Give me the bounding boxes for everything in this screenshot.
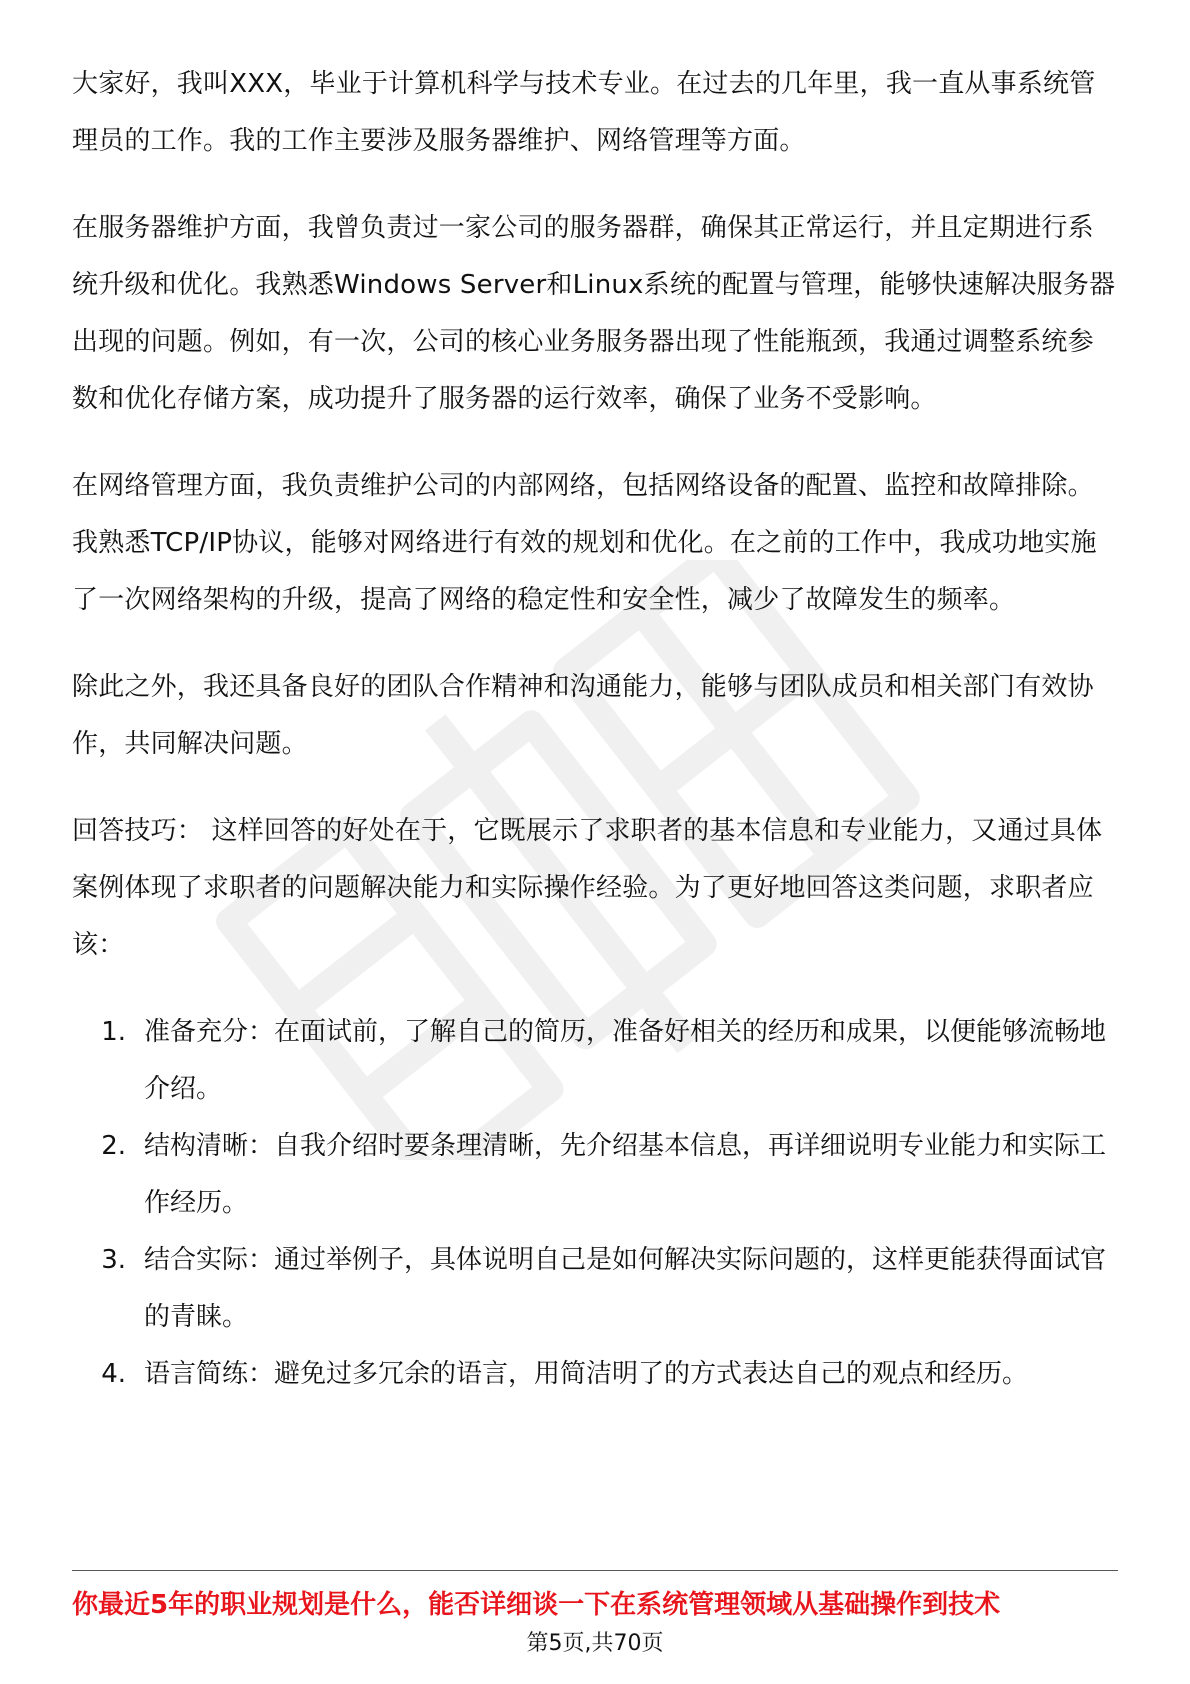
tips-list bbox=[72, 1004, 1118, 1403]
paragraph-teamwork: 除此之外，我还具备良好的团队合作精神和沟通能力，能够与团队成员和相关部门有效协作，共同解决问题。 bbox=[72, 672, 1094, 759]
paragraph-network: 在网络管理方面，我负责维护公司的内部网络，包括网络设备的配置、监控和故障排除。我熟悉TCP/IP协议，能够对网络进行有效的规划和优化。在之前的工作中，我成功地实施了一次网络架构的升级，提高了网络的稳定性和安全性，减少了故障发生的频率。 bbox=[72, 471, 1097, 615]
list-item-number: 1. bbox=[101, 1017, 126, 1047]
list-item bbox=[72, 1118, 1118, 1232]
paragraph-intro: 大家好，我叫XXX，毕业于计算机科学与技术专业。在过去的几年里，我一直从事系统管理员的工作。我的工作主要涉及服务器维护、网络管理等方面。 bbox=[72, 69, 1096, 156]
list-item bbox=[72, 1232, 1118, 1346]
list-item-text: 结构清晰：自我介绍时要条理清晰，先介绍基本信息，再详细说明专业能力和实际工作经历。 bbox=[144, 1131, 1107, 1218]
list-item-text: 准备充分：在面试前，了解自己的简历，准备好相关的经历和成果，以便能够流畅地介绍。 bbox=[144, 1017, 1107, 1104]
page-number: 第5页,共70页 bbox=[526, 1631, 664, 1656]
next-question-heading: 你最近5年的职业规划是什么，能否详细谈一下在系统管理领域从基础操作到技术 bbox=[72, 1590, 1001, 1620]
list-item-text: 结合实际：通过举例子，具体说明自己是如何解决实际问题的，这样更能获得面试官的青睐。 bbox=[144, 1245, 1107, 1332]
list-item bbox=[72, 1004, 1118, 1118]
list-item bbox=[72, 1346, 1118, 1403]
document-body bbox=[72, 56, 1118, 1403]
paragraph-server: 在服务器维护方面，我曾负责过一家公司的服务器群，确保其正常运行，并且定期进行系统升级和优化。我熟悉Windows Server和Linux系统的配置与管理，能够快速解决服务器出现的问题。例如，有一次，公司的核心业务服务器出现了性能瓶颈，我通过调整系统参数和优化存储方案，成功提升了服务器的运行效率，确保了业务不受影响。 bbox=[72, 213, 1116, 414]
list-item-text: 语言简练：避免过多冗余的语言，用简洁明了的方式表达自己的观点和经历。 bbox=[144, 1359, 1029, 1389]
list-item-number: 2. bbox=[101, 1131, 126, 1161]
list-item-number: 3. bbox=[101, 1245, 126, 1275]
section-divider bbox=[72, 1570, 1118, 1571]
list-item-number: 4. bbox=[101, 1359, 126, 1389]
paragraph-tips-intro: 回答技巧： 这样回答的好处在于，它既展示了求职者的基本信息和专业能力，又通过具体案例体现了求职者的问题解决能力和实际操作经验。为了更好地回答这类问题，求职者应该： bbox=[72, 816, 1103, 960]
